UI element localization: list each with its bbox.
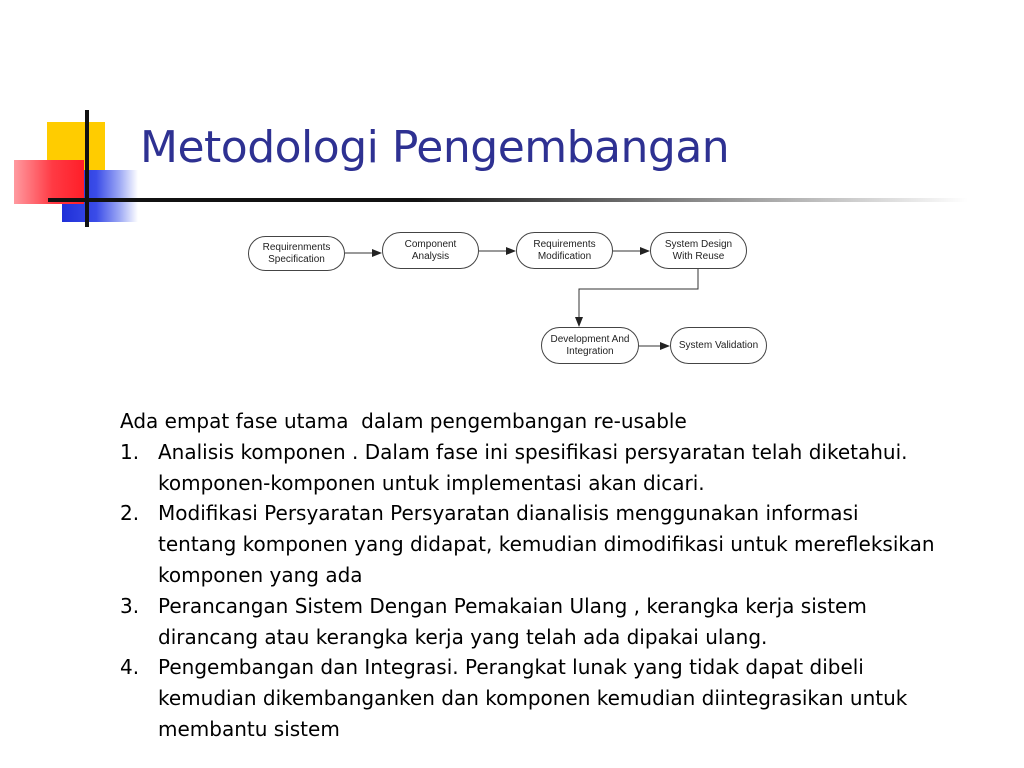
node-component-analysis: Component Analysis bbox=[382, 232, 479, 269]
list-item-text: Pengembangan dan Integrasi. Perangkat lunak yang tidak dapat dibeli kemudian dikembanganken dan komponen kemudian diintegrasikan untuk membantu sistem bbox=[158, 655, 914, 741]
list-item-text: Modifikasi Persyaratan Persyaratan dianalisis menggunakan informasi tentang komponen yang didapat, kemudian dimodifikasi untuk merefleksikan komponen yang ada bbox=[158, 501, 941, 587]
list-item-text: Analisis komponen . Dalam fase ini spesifikasi persyaratan telah diketahui. komponen-komponen untuk implementasi akan dicari. bbox=[158, 439, 914, 495]
list-item-text: Perancangan Sistem Dengan Pemakaian Ulang , kerangka kerja sistem dirancang atau kerangka kerja yang telah ada dipakai ulang. bbox=[158, 593, 874, 649]
node-development-and-integration: Development And Integration bbox=[541, 327, 639, 364]
list-item bbox=[120, 498, 950, 590]
arrow-design-to-development bbox=[579, 269, 698, 326]
list-number: 1. bbox=[120, 439, 140, 464]
list-item bbox=[120, 652, 950, 744]
node-system-design-with-reuse: System Design With Reuse bbox=[650, 232, 747, 269]
phase-list bbox=[120, 437, 950, 745]
intro-text: Ada empat fase utama dalam pengembangan re-usable bbox=[120, 409, 687, 433]
slide-title: Metodologi Pengembangan bbox=[140, 122, 730, 173]
title-underline bbox=[48, 198, 968, 202]
node-requirements-specification: Requirenments Specification bbox=[248, 236, 345, 271]
list-item bbox=[120, 591, 950, 653]
node-requirements-modification: Requirements Modification bbox=[516, 232, 613, 269]
decoration-vertical-line bbox=[85, 110, 89, 227]
slide-body bbox=[120, 406, 950, 745]
list-number: 3. bbox=[120, 593, 140, 618]
list-number: 4. bbox=[120, 655, 140, 680]
node-system-validation: System Validation bbox=[670, 327, 767, 364]
list-item bbox=[120, 437, 950, 499]
list-number: 2. bbox=[120, 501, 140, 526]
